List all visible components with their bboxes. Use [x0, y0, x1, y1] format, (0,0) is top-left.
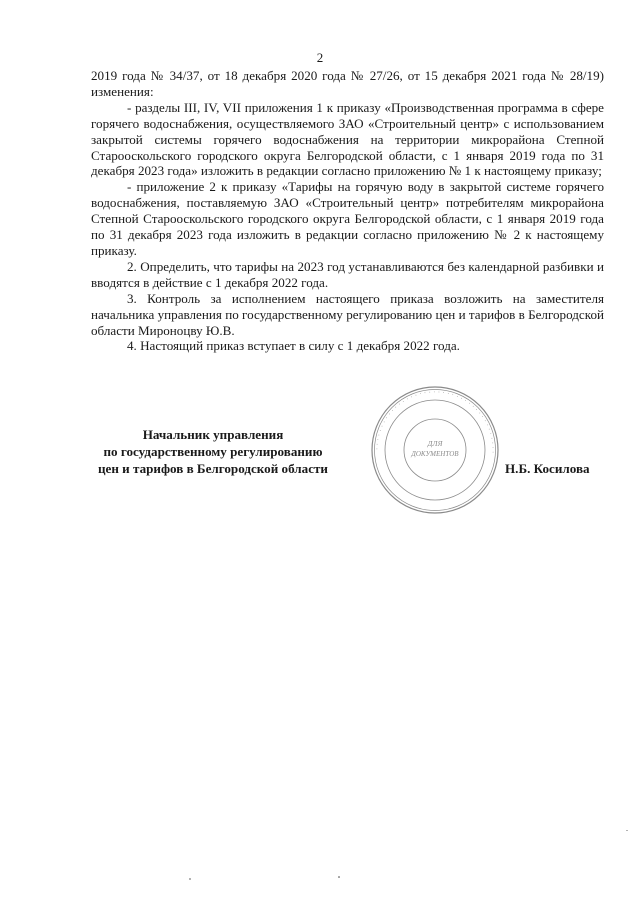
seal-center-text-top: ДЛЯ — [427, 439, 443, 448]
signer-title-line-1: Начальник управления — [142, 427, 284, 442]
seal-ring-text-outer: · · · · · · · · · · · · · · · · · · · · · · · · · · · · · · · · · · · · · · · · — [373, 388, 497, 454]
intro-paragraph: 2019 года № 34/37, от 18 декабря 2020 года № 27/26, от 15 декабря 2021 года № 28/19) изменения: — [91, 68, 604, 99]
paragraph-clause-4: 4. Настоящий приказ вступает в силу с 1 декабря 2022 года. — [127, 338, 460, 354]
scan-speck — [338, 876, 340, 878]
page-number: 2 — [316, 50, 324, 65]
signer-title — [78, 427, 348, 477]
scan-speck — [189, 878, 191, 880]
signer-title-line-3: цен и тарифов в Белгородской области — [98, 460, 328, 476]
paragraph-item-1: - разделы III, IV, VII приложения 1 к приказу «Производственная программа в сфере горячего водоснабжения, осуществляемого ЗАО «Строительный центр» с использованием закрытой системы горячего водоснабжения на территории микрорайона Степной Старооскольского городского округа Белгородской области, с 1 января 2019 года по 31 декабря 2023 года» изложить в редакции согласно приложению № 1 к настоящему приказу; — [91, 99, 604, 179]
official-seal — [369, 384, 501, 516]
paragraph-clause-2: 2. Определить, что тарифы на 2023 год устанавливаются без календарной разбивки и вводятся в действие с 1 декабря 2022 года. — [91, 258, 604, 290]
document-body — [91, 68, 604, 354]
scan-speck — [626, 830, 628, 831]
paragraph-item-2: - приложение 2 к приказу «Тарифы на горячую воду в закрытой системе горячего водоснабжения, поставляемую ЗАО «Строительный центр» потребителям микрорайона Степной Старооскольского городского округа Белгородской области, с 1 января 2019 года по 31 декабря 2023 года изложить в редакции согласно приложению № 2 к настоящему приказу. — [91, 179, 604, 258]
seal-center-text-bottom: ДОКУМЕНТОВ — [411, 450, 459, 458]
signer-title-line-2: по государственному регулированию — [103, 443, 323, 459]
signer-name: Н.Б. Косилова — [505, 461, 590, 476]
paragraph-clause-3: 3. Контроль за исполнением настоящего приказа возложить на заместителя начальника управления по государственному регулированию цен и тарифов в Белгородской области Мироноцву Ю.В. — [91, 290, 604, 338]
